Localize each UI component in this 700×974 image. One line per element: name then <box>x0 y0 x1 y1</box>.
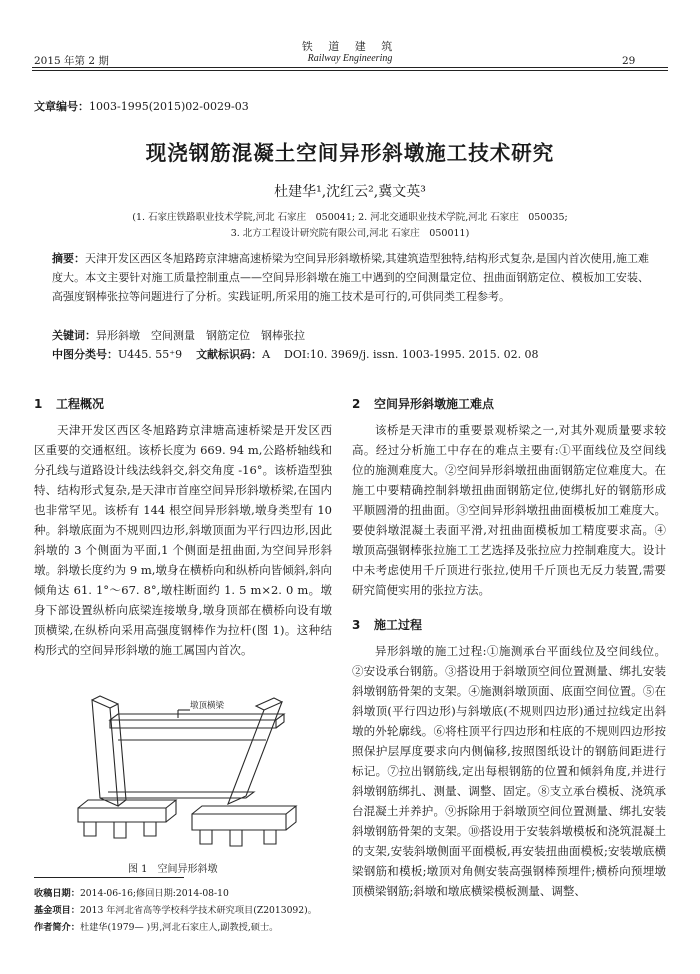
journal-name-en: Railway Engineering <box>307 53 393 64</box>
figure-1-diagram <box>70 680 310 850</box>
article-number <box>34 98 249 114</box>
slanted-pier-left <box>92 700 118 806</box>
article-number-value: 1003-1995(2015)02-0029-03 <box>89 100 249 113</box>
figure-label-cap-beam: 墩顶横梁 <box>190 701 225 711</box>
header-rule <box>32 67 668 68</box>
section-2-body: 该桥是天津市的重要景观桥梁之一,对其外观质量要求较高。经过分析施工中存在的难点主要有:①平面线位及空间线位的施测难度大。②空间异形斜墩扭曲面钢筋定位难度大。在施工中要精确控制斜墩扭曲面钢筋定位,使绑扎好的钢筋形成平顺圆滑的扭曲面。③空间异形斜墩扭曲面模板加工难度大。要使斜墩混凝土表面平滑,对扭曲面模板加工精度要求高。④墩顶高强钢棒张拉施工工艺选择及张拉应力控制难度大。设计中未考虑使用千斤顶进行张拉,使用千斤顶也无反力装置,需要研究简便实用的张拉方法。 <box>352 423 666 597</box>
clc-label: 中图分类号： <box>52 348 118 361</box>
article-number-label: 文章编号： <box>34 100 89 113</box>
header-rule <box>32 70 668 71</box>
affiliation-line: 3. 北方工程设计研究院有限公司,河北 石家庄 050011) <box>230 228 470 239</box>
footnote-received <box>34 885 229 899</box>
section-heading-2 <box>352 395 494 412</box>
received-label: 收稿日期： <box>34 888 80 899</box>
pier-cap-beam <box>110 714 284 720</box>
affiliation-line: (1. 石家庄铁路职业技术学院,河北 石家庄 050041; 2. 河北交通职业技术学院,河北 石家庄 050035; <box>132 212 568 223</box>
keywords-text: 异形斜墩 空间测量 钢筋定位 钢棒张拉 <box>96 329 305 342</box>
section-1-body: 天津开发区西区冬旭路跨京津塘高速桥梁是开发区西区重要的交通枢纽。该桥长度为 669. 94 m,公路桥轴线和分孔线与道路设计线法线斜交,斜交角度 -16°。该桥造型独特、结构形式复杂,是天津市首座空间异形斜墩桥梁,在国内也非常罕见。该桥有 144 根空间异形斜墩,墩身类型有 10 种。斜墩底面为不规则四边形,斜墩顶面为平行四边形,因此斜墩的 3 个侧面为平面,1 个侧面是扭曲面,为空间异形斜墩。斜墩长度约为 9 m,墩身在横桥向和纵桥向皆倾斜,斜向倾角达 61. 1°～67. 8°,墩柱断面约 1. 5 m×2. 0 m。墩身下部设置纵桥向底梁连接墩身,墩身顶部在横桥向设有墩顶横梁,在纵桥向采用高强度钢棒作为拉杆(图 1)。这种结构形式的空间异形斜墩的施工属国内首次。 <box>34 423 332 657</box>
section-number: 3 <box>352 618 361 632</box>
section-heading-1 <box>34 395 104 412</box>
keywords-label: 关键词： <box>52 329 96 342</box>
classification-line <box>52 346 539 362</box>
abstract-label: 摘要： <box>52 252 86 265</box>
author-bio-value: 杜建华(1979— )男,河北石家庄人,副教授,硕士。 <box>79 922 279 933</box>
issue-label: 2015 年第 2 期 <box>34 55 109 67</box>
figure-1-caption: 图 1 空间异形斜墩 <box>128 864 218 875</box>
clc-value: U445. 55⁺9 <box>118 348 183 361</box>
author-bio-label: 作者简介： <box>34 922 80 933</box>
doi: DOI:10. 3969/j. issn. 1003-1995. 2015. 02. 08 <box>284 348 539 361</box>
abstract-text: 天津开发区西区冬旭路跨京津塘高速桥梁为空间异形斜墩桥梁,其建筑造型独特,结构形式复杂,是国内首次使用,施工难度大。本文主要针对施工质量控制重点——空间异形斜墩在施工中遇到的空间测量定位、扭曲面钢筋定位、模板加工安装、高强度钢棒张拉等问题进行了分析。实践证明,所采用的施工技术是可行的,可供同类工程参考。 <box>52 252 650 303</box>
fund-label: 基金项目： <box>34 905 80 916</box>
section-3-body: 异形斜墩的施工过程:①施测承台平面线位及空间线位。②安设承台钢筋。③搭设用于斜墩顶空间位置测量、绑扎安装斜墩钢筋骨架的支架。④施测斜墩顶面、底面空间位置。⑤在斜墩顶(平行四边形)与斜墩底(不规则四边形)通过拉线定出斜墩的外轮廓线。⑥将柱顶平行四边形和柱底的不规则四边形按照保护层厚度要求向内侧偏移,按照图纸设计的钢筋间距进行标记。⑦拉出钢筋线,定出每根钢筋的位置和倾斜角度,并进行斜墩钢筋绑扎、测量、调整、固定。⑧支立承台模板、浇筑承台混凝土并养护。⑨拆除用于斜墩顶空间位置测量、绑扎安装斜墩钢筋骨架的支架。⑩搭设用于安装斜墩模板和浇筑混凝土的支架,安装斜墩侧面平面模板,再安装扭曲面模板;安装墩底横梁钢筋和模板;墩顶对角侧安装高强钢棒预埋件;横桥向预埋墩顶横梁钢筋;斜墩和墩底横梁模板测量、调整、 <box>352 644 666 898</box>
footnote-fund <box>34 902 317 916</box>
footnote-rule <box>34 877 184 878</box>
footnote-author <box>34 919 278 933</box>
section-number: 2 <box>352 397 361 411</box>
page-number: 29 <box>622 55 636 67</box>
section-number: 1 <box>34 397 43 411</box>
section-title: 空间异形斜墩施工难点 <box>374 397 495 411</box>
doc-code-label: 文献标识码： <box>196 348 263 361</box>
footing-left <box>78 808 166 822</box>
affiliations <box>40 210 660 242</box>
section-title: 工程概况 <box>56 397 105 411</box>
footing-right <box>192 814 286 830</box>
abstract <box>52 249 649 306</box>
doc-code-value: A <box>262 348 271 361</box>
journal-name-cn: 铁 道 建 筑 <box>301 40 399 53</box>
section-title: 施工过程 <box>374 618 423 632</box>
received-value: 2014-06-16;修回日期:2014-08-10 <box>79 888 229 899</box>
slanted-pier-right <box>228 702 282 804</box>
paper-title: 现浇钢筋混凝土空间异形斜墩施工技术研究 <box>145 141 555 165</box>
keywords <box>52 327 305 343</box>
section-heading-3 <box>352 616 422 633</box>
author-list: 杜建华¹,沈红云²,冀文英³ <box>274 184 426 200</box>
fund-value: 2013 年河北省高等学校科学技术研究项目(Z2013092)。 <box>79 905 317 916</box>
